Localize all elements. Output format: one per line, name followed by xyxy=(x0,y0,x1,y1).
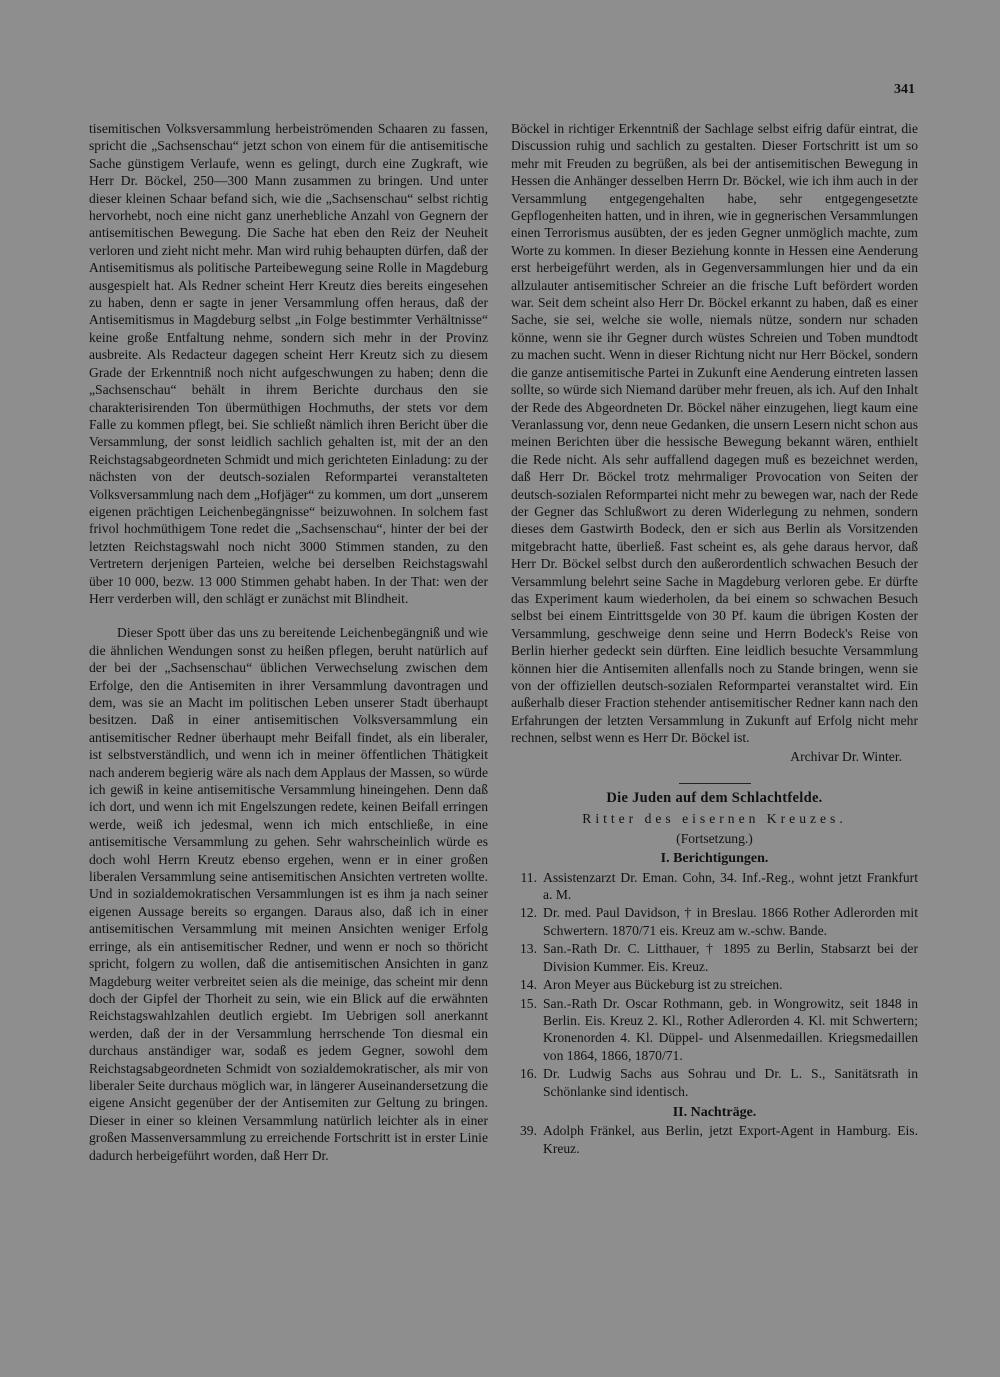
entry-number: 39. xyxy=(520,1123,537,1139)
paragraph: Böckel in richtiger Erkenntniß der Sachlage selbst eifrig dafür eintrat, die Discussion ruhig und sachlich zu gestalten. Dieser Fortschritt ist um so mehr mit Freuden zu begrüßen, als bei der antisemitischen Bewegung in Hessen die Anhänger desselben Herrn Dr. Böckel, wie ich ihm auch in der Versammlung entgegengehalten habe, sehr entgegengesetzte Gepflogenheiten hatten, und in ihren, wie in gegnerischen Versammlungen einen Terrorismus ausübten, der es jeden Gegner unmöglich machte, zum Worte zu kommen. In dieser Beziehung konnte in Hessen eine Aenderung erst herbeigeführt werden, als in Gegenversammlungen hier und da ein allzulauter antisemitischer Schreier an die frische Luft befördert worden war. Seit dem scheint also Herr Dr. Böckel erkannt zu haben, daß es einer Sache, sie sei, welche sie wolle, niemals nütze, sondern nur schaden könne, wenn sie ihr Gegner durch wüstes Schreien und Toben mundtodt zu machen sucht. Wenn in dieser Richtung nicht nur Herr Böckel, sondern die ganze antisemitische Partei in Zukunft eine Aenderung eintreten lassen sollte, so würde sich Niemand darüber mehr freuen, als ich. Auf den Inhalt der Rede des Abgeordneten Dr. Böckel näher einzugehen, liegt kaum eine Veranlassung vor, denn neue Gedanken, die unsern Lesern nicht schon aus meinen Berichten über die hessische Bewegung bekannt wären, enthielt die Rede nicht. Als sehr auffallend dagegen muß es bezeichnet werden, daß Herr Dr. Böckel trotz mehrmaliger Provocation von Seiten der deutsch-sozialen Reformpartei nicht mehr zu bewegen war, nach der Rede der Gegner das Schlußwort zu deren Widerlegung zu nehmen, sondern dieses dem Gastwirth Bodeck, den er sich aus Berlin als Vorsitzenden mitgebracht hatte, überließ. Fast scheint es, als gehe daraus hervor, daß Herr Dr. Böckel selbst durch den außerordentlich schwachen Besuch der Versammlung belehrt seine Sache in Magdeburg verloren gebe. Er dürfte das Experiment kaum wiederholen, da bei einem so schwachen Besuch selbst bei einem Eintrittsgelde von 30 Pf. kaum die übrigen Kosten der Versammlung, geschweige denn seine und Herrn Bodeck's Reise von Berlin hierher gedeckt sein dürften. Eine leidlich besuchte Versammlung können hier die Antisemiten allenfalls noch zu Stande bringen, wenn sie von der offiziellen deutsch-sozialen Reformpartei veranstaltet wird. Ein außerhalb dieser Fraction stehender antisemitischer Redner kann nach den Erfahrungen der letzten Versammlung in Zukunft auf Erfolg nicht mehr rechnen, selbst wenn es Herr Dr. Böckel ist. xyxy=(511,121,918,746)
paragraph: Dieser Spott über das uns zu bereitende Leichenbegängniß und wie die ähnlichen Wendungen sonst zu heißen pflegen, beruht natürlich auf der bei der „Sachsenschau“ üblichen Verwechselung zwischen dem Erfolge, den die Antisemiten in ihrer Versammlung davontragen und dem, was sie an Macht im politischen Leben unserer Stadt überhaupt besitzen. Daß in einer antisemitischen Volksversammlung ein antisemitischer Redner überhaupt mehr Beifall findet, als ein liberaler, ist selbstverständlich, und wenn ich in meiner öffentlichen Thätigkeit nach anderem begierig wäre als nach dem Applaus der Massen, so würde ich gewiß in keine antisemitische Versammlung hineingehen. Denn daß ich dort, und wenn ich mit Engelszungen redete, keinen Beifall erringen werde, weiß ich jedesmal, wenn ich mich entschließe, in eine antisemitische Versammlung zu gehen. Sehr wahrscheinlich würde es doch wohl Herrn Kreutz ebenso ergehen, wenn er in einer großen liberalen Versammlung seine antisemitischen Ansichten vertreten wollte. Und in sozialdemokratischen Versammlungen ist es ihm ja nach seiner eigenen Aussage bereits so ergangen. Daraus also, daß ich in einer antisemitischen Versammlung mit meinen Ansichten weniger Erfolg erringe, als ein antisemitischer Redner, und wenn er noch so thöricht spricht, folgern zu wollen, daß die antisemitischen Ansichten in ganz Magdeburg weiter verbreitet seien als die meinige, das scheint mir denn doch der Gipfel der Thorheit zu sein, wie ein Blick auf die erwähnten Reichstagswahlzahlen deutlich ergiebt. Im Uebrigen soll anerkannt werden, daß der in der Versammlung herrschende Ton diesmal ein durchaus anständiger war, sodaß es jedem Gegner, sowohl dem Reichstagsabgeordneten Schmidt von sozialdemokratischer, als mir von liberaler Seite durchaus möglich war, in längerer Auseinandersetzung die eigene Ansicht gegenüber der der Antisemiten zur Geltung zu bringen. Dieser in einer so kleinen Versammlung natürlich leichter als in einer großen Massenversammlung zu erreichende Fortschritt ist in erster Linie dadurch herbeigeführt worden, daß Herr Dr. xyxy=(89,625,488,1163)
list-item xyxy=(511,869,918,904)
list-item xyxy=(511,976,918,993)
entry-number: 12. xyxy=(520,905,537,921)
entry-text: Adolph Fränkel, aus Berlin, jetzt Export-Agent in Hamburg. Eis. Kreuz. xyxy=(543,1123,918,1156)
entry-number: 16. xyxy=(520,1066,537,1082)
entry-text: San.-Rath Dr. Oscar Rothmann, geb. in Wongrowitz, seit 1848 in Berlin. Eis. Kreuz 2. Kl., Rother Adlerorden 4. Kl. mit Schwertern; Kronenorden 4. Kl. Düppel- und Alsenmedaillen. Kriegsmedaillen von 1864, 1866, 1870/71. xyxy=(543,995,918,1063)
list-item xyxy=(511,995,918,1065)
entry-number: 15. xyxy=(520,995,537,1011)
signature: Archivar Dr. Winter. xyxy=(790,748,902,764)
paragraph: tisemitischen Volksversammlung herbeiströmenden Schaaren zu fassen, spricht die „Sachsenschau“ jetzt schon von einem für die antisemitische Sache günstigem Verlaufe, wenn es gelingt, durch eine Zugkraft, wie Herr Dr. Böckel, 250—300 Mann zusammen zu bringen. Und unter dieser kleinen Schaar befand sich, wie die „Sachsenschau“ selbst richtig hervorhebt, noch eine nicht ganz unerhebliche Anzahl von Gegnern der antisemitischen Bewegung. Die Sache hat eben den Reiz der Neuheit verloren und zieht nicht mehr. Man wird ruhig behaupten dürfen, daß der Antisemitismus als politische Parteibewegung seine Rolle in Magdeburg ausgespielt hat. Als Redner scheint Herr Kreutz dies bereits eingesehen zu haben, denn er sagte in jener Versammlung offen heraus, daß der Antisemitismus in Magdeburg selbst „in Folge bestimmter Verhältnisse“ keine große Entfaltung nehme, sondern sich mehr in der Provinz ausbreite. Als Redacteur dagegen scheint Herr Kreutz sich zu diesem Grade der Erkenntniß noch nicht aufgeschwungen zu haben; denn die „Sachsenschau“ behält in ihrem Berichte durchaus den sie charakterisirenden Ton übermüthigen Hochmuths, der stets vor dem Falle zu kommen pflegt, bei. Sie schließt nämlich ihren Bericht über die Versammlung, der sonst leidlich sachlich gehalten ist, mit der an den Reichstagsabgeordneten Schmidt und mich gerichteten Einladung: zu der nächsten von der deutsch-sozialen Reformpartei veranstalteten Volksversammlung nach dem „Hofjäger“ zu kommen, um dort „unserem eigenen prächtigen Leichenbegängnisse“ beizuwohnen. In solchem fast frivol hochmüthigem Tone redet die „Sachsenschau“, hinter der bei der letzten Reichstagswahl noch nicht 3000 Stimmen standen, zu den Vertretern derjenigen Parteien, welche bei derselben Reichstagswahl über 10 000, bezw. 13 000 Stimmen gehabt haben. In der That: wen der Herr verderben will, den schlägt er zunächst mit Blindheit. xyxy=(89,121,489,606)
list-item xyxy=(511,1122,918,1157)
entry-number: 13. xyxy=(520,941,537,957)
list-item xyxy=(511,940,918,975)
section-title: Die Juden auf dem Schlachtfelde. xyxy=(606,790,823,807)
supplements-list xyxy=(511,1122,918,1157)
entry-text: Dr. med. Paul Davidson, † in Breslau. 1866 Rother Adlerorden mit Schwertern. 1870/71 eis. Kreuz am w.-schw. Bande. xyxy=(543,905,918,938)
entry-number: 14. xyxy=(520,977,537,993)
divider xyxy=(679,783,751,784)
left-column xyxy=(89,120,488,1164)
section-subtitle: Ritter des eisernen Kreuzes. xyxy=(582,811,847,827)
entry-text: San.-Rath Dr. C. Litthauer, † 1895 zu Berlin, Stabsarzt bei der Division Kummer. Eis. Kreuz. xyxy=(543,941,918,974)
entry-text: Assistenzarzt Dr. Eman. Cohn, 34. Inf.-Reg., wohnt jetzt Frankfurt a. M. xyxy=(543,869,918,903)
subheading-corrections: I. Berichtigungen. xyxy=(660,851,769,867)
corrections-list xyxy=(511,869,918,1100)
entry-text: Dr. Ludwig Sachs aus Sohrau und Dr. L. S., Sanitätsrath in Schönlanke sind identisch. xyxy=(543,1066,918,1099)
right-column xyxy=(511,120,918,1157)
list-item xyxy=(511,904,918,939)
entry-text: Aron Meyer aus Bückeburg ist zu streichen. xyxy=(543,977,783,993)
list-item xyxy=(511,1065,918,1100)
page-number: 341 xyxy=(894,82,915,97)
subheading-supplements: II. Nachträge. xyxy=(672,1104,757,1120)
section-note: (Fortsetzung.) xyxy=(676,830,753,846)
entry-number: 11. xyxy=(520,869,537,885)
